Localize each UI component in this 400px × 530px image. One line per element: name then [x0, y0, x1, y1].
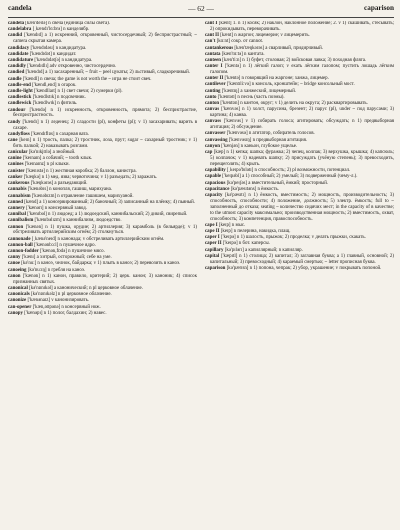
entry-headword: canvass — [205, 119, 222, 125]
entry-definition: [kæn'ti:n] n 1) буфет, столовая; 2) войсковая лавка; 3) походная фляга. — [222, 57, 367, 63]
entry-headword: caper II — [205, 241, 222, 247]
entry-definition: ['keɪpə] n бот. каперсы. — [222, 241, 270, 247]
dictionary-entry — [8, 237, 197, 243]
dictionary-entry — [8, 132, 197, 138]
entry-headword: capital — [205, 253, 220, 259]
entry-headword: candelabra — [8, 27, 32, 33]
entry-definition: [kə'pɪlərɪ] a капиллярный; n капилляр. — [224, 247, 303, 253]
dictionary-entry — [8, 286, 197, 292]
entry-headword: canter I — [205, 64, 223, 70]
entry-definition: ['kænərɪ] n консервный завод. — [26, 205, 87, 211]
entry-definition: ['kænəpɪ] n 1) полог, балдахин; 2) навес. — [24, 310, 107, 316]
entry-definition: ['kænvəs] v 1) собирать голоса; агитировать; обсуждать; n 1) предвыборная агитация; 2) обсуждение. — [210, 119, 394, 131]
entry-headword: caper I — [205, 235, 220, 241]
entry-headword: candela — [8, 21, 25, 26]
dictionary-entry — [8, 27, 197, 33]
entry-definition: [kɑ:nt] сокр. от cannot. — [216, 39, 264, 45]
entry-headword: canyon — [205, 143, 220, 149]
dictionary-entry — [8, 225, 197, 237]
entry-headword: cannon — [8, 224, 24, 230]
entry-definition: ['kæŋkərəs] a разъедающий. — [30, 181, 88, 187]
dictionary-entry — [8, 305, 197, 311]
entry-headword: cantankerous — [205, 45, 234, 51]
dictionary-entry — [8, 108, 197, 120]
entry-definition: [kæn'tæŋkərəs] a сварливый, придирчивый. — [234, 45, 323, 51]
dictionary-entry — [205, 46, 394, 52]
dictionary-entry — [205, 223, 394, 229]
entry-definition: [ˌkænə'neɪd] n канонада; v обстреливать артиллерийским огнём. — [31, 236, 165, 242]
dictionary-entry — [205, 76, 394, 82]
entry-headword: canoeing — [8, 267, 27, 273]
entry-headword: cannabis — [8, 187, 27, 193]
entry-definition: ['kæntɪli:və] n консоль, кронштейн; ~ bridge консольный мост. — [226, 82, 355, 88]
entry-definition: ['kænən] n 1) канон, правило, критерий; 2) церк. канон; 3) каноник; 4) список признанных святых. — [13, 273, 197, 285]
page-number: — 62 — — [188, 4, 214, 13]
entry-headword: canines — [8, 162, 24, 168]
dictionary-entry — [8, 212, 197, 218]
entry-definition: ['kændɪd] a 1) засахаренный; ~ fruit ~ peel цукаты; 2) льстивый, сладкоречивый. — [25, 70, 190, 76]
entry-headword: cane — [8, 137, 18, 143]
dictionary-entry — [8, 261, 197, 267]
entry-definition: ['kæntɪŋ] a ханжеский, лицемерный. — [221, 88, 297, 94]
dictionary-entry — [8, 83, 197, 89]
dictionary-entry — [205, 33, 394, 39]
entry-headword: can-opener — [8, 304, 32, 310]
entry-headword: capability — [205, 168, 226, 174]
entry-headword: candy — [8, 119, 21, 125]
dictionary-entry — [8, 138, 197, 150]
entry-headword: cannery — [8, 205, 25, 211]
dictionary-entry — [205, 181, 394, 187]
dictionary-entry — [205, 21, 394, 33]
entry-definition: [ˌkeɪpə'bɪlətɪ] n способность; 2) pl возможности, потенциал. — [226, 168, 351, 174]
dictionary-entry — [205, 193, 394, 223]
dictionary-entry — [8, 162, 197, 168]
entry-headword: candlestick — [8, 95, 32, 101]
entry-headword: canoe — [8, 261, 20, 267]
entry-definition: [keɪn] n 1) трость, палка; 2) тростник, лоза, прут; sugar ~ сахарный тростник; v 1) бить палкой; 2) наказывать розгами. — [13, 137, 197, 149]
entry-definition: [kə'peɪʃəs] a вместительный, ёмкий; просторный. — [226, 180, 329, 186]
entry-definition: ['kænvəs] n 1) холст, парусина, брезент; 2) парус (pl), under ~ под парусами; 3) картина; 4) канва. — [210, 107, 394, 119]
entry-headword: candidate — [8, 51, 29, 57]
entry-headword: canonical — [8, 285, 28, 291]
entry-definition: ['kæntɒn] n кантон, округ; v 1) делить на округа; 2) расквартировывать. — [220, 101, 368, 107]
dictionary-entry — [8, 156, 197, 162]
dictionary-entry — [8, 206, 197, 212]
entry-headword: cannonade — [8, 236, 31, 242]
dictionary-entry — [8, 33, 197, 45]
dictionary-entry — [205, 101, 394, 107]
entry-definition: ['kænɪbəlɪzm] n каннибализм, людоедство. — [34, 218, 122, 224]
entry-headword: candle — [8, 76, 22, 82]
entry-headword: candour — [8, 107, 26, 113]
dictionary-entry — [8, 187, 197, 193]
dictionary-entry — [205, 64, 394, 76]
dictionary-entry — [205, 107, 394, 119]
entry-definition: [kə'pæsɪtəns] n ёмкость. — [230, 186, 279, 192]
entry-definition: ['kænɪbəl] n 1) людоед; a 1) людоедский, каннибальский; 2) дикий, свирепый. — [27, 212, 188, 218]
dictionary-entry — [8, 243, 197, 249]
dictionary-entry — [8, 52, 197, 58]
entry-definition: [kə'nɒnɪkəl] a канонический; n pl церковное облачение. — [29, 285, 143, 291]
entry-headword: canny — [8, 255, 21, 261]
entry-headword: candidacy — [8, 45, 30, 51]
entry-headword: caparison — [205, 265, 226, 271]
entry-headword: cannibal — [8, 212, 26, 218]
dictionary-entry — [205, 174, 394, 180]
entry-headword: canicular — [8, 150, 28, 156]
entry-headword: canister — [8, 168, 25, 174]
dictionary-entry — [205, 248, 394, 254]
dictionary-entry — [205, 89, 394, 95]
dictionary-entry — [8, 200, 197, 206]
dictionary-entry — [8, 77, 197, 83]
entry-headword: canton — [205, 101, 220, 107]
entry-headword: canonize — [8, 298, 27, 304]
dictionary-entry — [8, 70, 197, 76]
entry-definition: ['kæŋkə] n 1) мед. язва; червоточина; v 1) разъедать; 2) заражать. — [23, 174, 158, 180]
dictionary-entry — [8, 64, 197, 70]
entry-headword: capillary — [205, 247, 224, 253]
entry-definition: [ˌkændɪ'lɑ:brə] n канделябр. — [32, 27, 90, 33]
dictionary-entry — [8, 101, 197, 107]
entry-definition: [kə'nu:ɪŋ] n гребля на каноэ. — [27, 267, 86, 273]
dictionary-entry — [205, 254, 394, 266]
entry-headword: canine — [8, 156, 22, 162]
entry-definition: [kænt] 1. n 1) косяк; 2) наклон, наклонное положение; 2. v 1) скашивать, стёсывать; 2) опрокидывать, переворачивать. — [210, 21, 394, 32]
dictionary-entry — [205, 52, 394, 58]
entry-definition: ['kændɪdətʃə] n кандидатура. — [34, 57, 93, 63]
entry-headword: capacitance — [205, 186, 230, 192]
dictionary-entry — [8, 175, 197, 181]
dictionary-entry — [205, 82, 394, 88]
entry-headword: candle-light — [8, 88, 33, 94]
dictionary-entry — [205, 131, 394, 137]
entry-definition: ['kændlwɪk] n фитиль. — [32, 101, 78, 107]
entry-headword: candle-end — [8, 82, 31, 88]
entry-headword: cantilever — [205, 82, 226, 88]
entry-definition: ['kænən,fɒdə] n пушечное мясо. — [39, 249, 105, 255]
dictionary-entry — [205, 241, 394, 247]
entry-definition: [keɪp] n пелерина, накидка, плащ. — [220, 228, 291, 234]
entry-definition: ['kæntə] n 1) лёгкий галоп; v ехать лёгким галопом; пустить лошадь лёгким галопом. — [210, 64, 394, 76]
entry-definition: ['kæntə] n говорящий на жаргоне; ханжа, лицемер. — [224, 76, 329, 82]
dictionary-entry — [8, 95, 197, 101]
dictionary-entry — [205, 39, 394, 45]
entry-headword: can't — [205, 39, 216, 45]
entry-definition: [kænd] a 1) консервированный; 2) баночный; 3) записанный на плёнку; 4) пьяный. — [24, 199, 195, 205]
entry-definition: ['kæntəʊ] n песнь (часть поэмы). — [217, 94, 285, 100]
dictionary-entry — [8, 298, 197, 304]
right-column — [205, 21, 394, 529]
left-guide-word: candela — [8, 4, 32, 12]
entry-headword: canned — [8, 199, 23, 205]
entry-definition: ['kændə] n 1) искренность, откровенность, прямота; 2) беспристрастие, беспристрастность. — [13, 107, 197, 119]
entry-headword: canopy — [8, 310, 23, 316]
dictionary-entry — [8, 249, 197, 255]
dictionary-entry — [8, 58, 197, 64]
entry-headword: cape II — [205, 228, 220, 234]
dictionary-entry — [8, 268, 197, 274]
entry-definition: ['kænəbɪs] n конопля, гашиш, марихуана. — [27, 187, 113, 193]
dictionary-entry — [8, 89, 197, 95]
right-guide-word: caparison — [364, 4, 394, 12]
dictionary-entry — [205, 168, 394, 174]
entry-definition: ['kænvəsɪŋ] n предвыборная агитация. — [228, 137, 308, 143]
entry-definition: ['kænənaɪz] v канонизировать. — [27, 298, 90, 304]
entry-definition: ['kændɪdlɪ] adv откровенно, чистосердечно. — [27, 64, 117, 70]
entry-definition: [kə'nɪkjʊlə] a знойный. — [28, 150, 76, 156]
entry-headword: cannon-fodder — [8, 249, 39, 255]
entry-definition: ['kænjən] n каньон, глубокое ущелье. — [221, 143, 298, 149]
entry-headword: cannon-ball — [8, 242, 33, 248]
entry-headword: cape I — [205, 222, 218, 228]
entry-headword: capacious — [205, 180, 226, 186]
entry-definition: [keɪp] n мыс. — [218, 222, 246, 228]
entry-headword: capacity — [205, 192, 223, 198]
entry-headword: candlewick — [8, 101, 32, 107]
entry-definition: ['kænəbɪzm] n отравление гашишем, марихуаной. — [31, 193, 134, 199]
entry-definition: ['kænɪstə] n 1) жестяная коробка; 2) баллон, канистра. — [25, 168, 137, 174]
entry-definition: [kæn'tɑ:tə] n кантата. — [221, 51, 265, 57]
dictionary-entry — [8, 311, 197, 317]
dictionary-entry — [205, 266, 394, 272]
entry-headword: candyfloss — [8, 131, 30, 137]
dictionary-entry — [8, 46, 197, 52]
dictionary-entry — [8, 218, 197, 224]
dictionary-entry — [8, 21, 197, 27]
entry-headword: cankerous — [8, 181, 30, 187]
entry-headword: canvassing — [205, 137, 228, 143]
entry-headword: canonicals — [8, 292, 30, 298]
dictionary-entry — [8, 194, 197, 200]
dictionary-entry — [205, 144, 394, 150]
entry-headword: capable — [205, 174, 222, 180]
entry-headword: canon — [8, 273, 21, 279]
entry-headword: canvas — [205, 107, 220, 113]
entry-headword: cant I — [205, 21, 218, 26]
dictionary-entry — [205, 138, 394, 144]
dictionary-entry — [8, 169, 197, 175]
entry-definition: ['kændl] n свеча; the game is not worth the ~ игра не стоит свеч. — [22, 76, 152, 82]
entry-definition: ['kændllaɪt] n 1) свет свечи; 2) сумерки (pl). — [33, 88, 123, 94]
entry-definition: ['keɪnaɪn] a собачий; ~ tooth клык. — [22, 156, 93, 162]
entry-definition: ['keɪpəbl] a 1) способный; 2) умелый; 3) подверженный (чему-л.). — [222, 174, 358, 180]
entry-definition: ['kændɪdəsɪ] n кандидатура. — [30, 45, 87, 51]
entry-headword: canting — [205, 88, 221, 94]
columns — [8, 21, 394, 529]
dictionary-entry — [8, 150, 197, 156]
entry-headword: candidature — [8, 57, 34, 63]
entry-headword: canvasser — [205, 131, 226, 137]
dictionary-entry — [205, 95, 394, 101]
dictionary-entry — [8, 120, 197, 132]
entry-headword: canter II — [205, 76, 224, 82]
entry-definition: ['kænən] n 1) пушка, орудие; 2) артиллерия; 3) карамболь (в бильярде); v 1) обстреливать артиллерийским огнём; 2) столкнуться. — [13, 224, 197, 236]
dictionary-entry — [8, 292, 197, 298]
dictionary-entry — [205, 229, 394, 235]
entry-definition: [kə'nu:] n каноэ, челнок, байдарка; v 1) плыть в каноэ; 2) перевозить в каноэ. — [21, 261, 181, 267]
dictionary-entry — [8, 181, 197, 187]
entry-headword: candied — [8, 70, 25, 76]
entry-definition: ['keɪnaɪnz] n pl клыки. — [24, 162, 70, 168]
entry-definition: ['kæn,əʊpənə] n консервный нож. — [32, 304, 101, 310]
entry-definition: ['kændl,end] n огарок. — [32, 82, 77, 88]
entry-definition: [kæp] n 1) кепка; шапка; фуражка; 2) чепец, колпак; 3) верхушка, крышка; 4) капсюль; 5) колпачок; v 1) надевать шапку; 2) присуждать (учёную степень); 3) превосходить, перещеголять; 4) крыть. — [210, 150, 394, 167]
entry-headword: cantata — [205, 51, 221, 57]
entry-definition: ['kænənbɔ:l] n пушечное ядро. — [33, 242, 96, 248]
entry-headword: cap — [205, 150, 213, 156]
entry-definition: ['keɪpə] n 1) шалость, прыжок; 2) проделка; v делать прыжки, скакать. — [220, 235, 366, 241]
entry-definition: ['kænɪ] a хитрый, осторожный; себе на уме. — [21, 255, 112, 261]
entry-headword: candidly — [8, 64, 26, 70]
entry-headword: canteen — [205, 57, 222, 63]
entry-definition: [kæn'deɪlə] n свеча (единица силы света). — [25, 21, 110, 26]
entry-definition: [kə'pæsɪtɪ] n 1) ёмкость, вместимость; 2) мощность, производительность; 3) способность, способности; 4) положение, должность; 5) электр. ёмкость; full to ~ заполненный до отказа; seating ~ количество сидячих мест; in the capacity of в качестве; to the utmost capacity максимально; производственная мощность; 2) вместимость, охват, способность; 3) компетенция, правоспособность. — [210, 192, 394, 222]
entry-definition: ['kændɪdət] n кандидат. — [29, 51, 77, 57]
dictionary-entry — [205, 187, 394, 193]
entry-definition: ['kænvəsə] n агитатор, собиратель голосов. — [226, 131, 315, 137]
entry-definition: [kænt] n жаргон; лицемерие; v лицемерить. — [220, 33, 310, 39]
entry-definition: ['kændɪflɒs] n сахарная вата. — [30, 131, 89, 137]
left-column — [8, 21, 197, 529]
dictionary-entry — [8, 255, 197, 261]
entry-definition: ['kændlstɪk] n подсвечник. — [32, 95, 86, 101]
dictionary-entry — [205, 58, 394, 64]
dictionary-entry — [205, 150, 394, 168]
entry-headword: cannibalism — [8, 218, 34, 224]
dictionary-entry — [205, 235, 394, 241]
entry-definition: ['kæpɪtl] n 1) столица; 2) капитал; 3) заглавная буква; a 1) главный, основной; 2) капитальный; 3) превосходный; 4) караемый смертью; ~ letter прописная буква. — [210, 253, 394, 265]
entry-headword: candid — [8, 33, 23, 39]
entry-headword: canker — [8, 174, 23, 180]
dictionary-entry — [8, 274, 197, 286]
entry-definition: [kə'pærɪsn] n 1) попона, чепрак; 2) убор, украшение; v покрывать попоной. — [226, 265, 382, 271]
entry-definition: ['kændɪd] a 1) искренний, откровенный, чистосердечный; 2) беспристрастный; ~ camera скрытая камера. — [13, 33, 197, 45]
dictionary-entry — [205, 119, 394, 131]
entry-headword: cannabism — [8, 193, 31, 199]
page-header — [8, 4, 394, 18]
entry-headword: canto — [205, 94, 217, 100]
entry-definition: [kə'nɒnɪkəlz] n pl церковное облачение. — [30, 292, 112, 298]
entry-definition: ['kændɪ] n 1) леденец; 2) сладости (pl), конфеты (pl); v 1) засахаривать; варить в сахаре. — [13, 119, 197, 131]
entry-headword: cant II — [205, 33, 219, 39]
